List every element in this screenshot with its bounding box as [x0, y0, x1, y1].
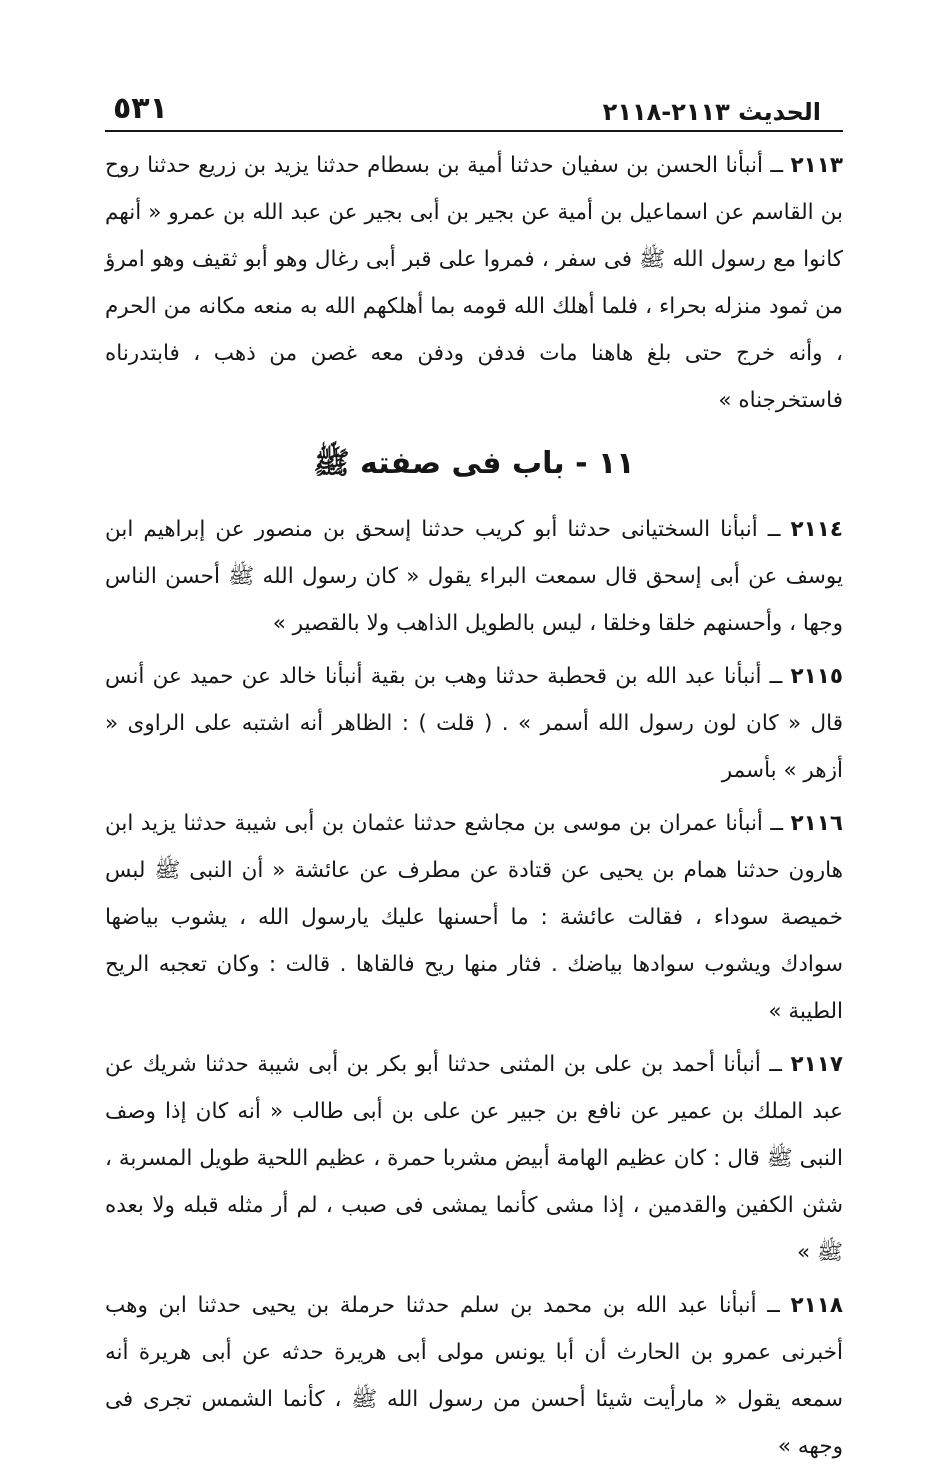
hadith-text: ــ أنبأنا الحسن بن سفيان حدثنا أمية بن بسطام حدثنا يزيد بن زريع حدثنا روح بن القاسم عن اسماعيل بن أمية عن بجير بن أبى بجير عن عبد الله بن عمرو « أنهم كانوا مع رسول الله ﷺ فى سفر ، فمروا على قبر أبى رغال وهو أبو ثقيف وهو امرؤ من ثمود منزله بحراء ، فلما أهلك الله قومه بما أهلكهم الله به منعه مكانه من الحرم ، وأنه خرج حتى بلغ هاهنا مات فدفن ودفن معه غصن من ذهب ، فابتدرناه فاستخرجناه » [105, 153, 843, 413]
hadith-number: ٢١١٧ [790, 1052, 843, 1077]
hadith-text: ــ أنبأنا السختيانى حدثنا أبو كريب حدثنا إسحق بن منصور عن إبراهيم ابن يوسف عن أبى إسحق قال سمعت البراء يقول « كان رسول الله ﷺ أحسن الناس وجها ، وأحسنهم خلقا وخلقا ، ليس بالطويل الذاهب ولا بالقصير » [105, 517, 843, 636]
hadith-2113 [105, 142, 843, 424]
hadith-2116 [105, 800, 843, 1035]
header-rule [105, 130, 843, 132]
hadith-number: ٢١١٦ [790, 811, 843, 836]
section-heading: ١١ - باب فى صفته ﷺ [313, 446, 635, 481]
hadith-text: ــ أنبأنا عبد الله بن محمد بن سلم حدثنا حرملة بن يحيى حدثنا ابن وهب أخبرنى عمرو بن الحارث أن أبا يونس مولى أبى هريرة حدثه عن أبى هريرة أنه سمعه يقول « مارأيت شيئا أحسن من رسول الله ﷺ ، كأنما الشمس تجرى فى وجهه » [105, 1293, 843, 1459]
page-number: ٥٣١ [113, 91, 168, 126]
hadith-number: ٢١١٥ [790, 664, 843, 689]
hadith-number: ٢١١٤ [790, 517, 843, 542]
hadith-text: ــ أنبأنا أحمد بن على بن المثنى حدثنا أبو بكر بن أبى شيبة حدثنا شريك عن عبد الملك بن عمير عن نافع بن جبير عن على بن أبى طالب « أنه كان إذا وصف النبى ﷺ قال : كان عظيم الهامة أبيض مشربا حمرة ، عظيم اللحية طويل المسربة ، شثن الكفين والقدمين ، إذا مشى كأنما يمشى فى صبب ، لم أر مثله قبله ولا بعده ﷺ » [105, 1052, 843, 1265]
hadith-text: ــ أنبأنا عبد الله بن قحطبة حدثنا وهب بن بقية أنبأنا خالد عن حميد عن أنس قال « كان لون رسول الله أسمر » . ( قلت ) : الظاهر أنه اشتبه على الراوى « أزهر » بأسمر [105, 664, 843, 783]
running-title: الحديث ٢١١٣-٢١١٨ [602, 98, 821, 126]
hadith-2118 [105, 1282, 843, 1470]
hadith-text: ــ أنبأنا عمران بن موسى بن مجاشع حدثنا عثمان بن أبى شيبة حدثنا يزيد ابن هارون حدثنا همام بن يحيى عن قتادة عن مطرف عن عائشة « أن النبى ﷺ لبس خميصة سوداء ، فقالت عائشة : ما أحسنها عليك يارسول الله ، يشوب بياضها سوادك ويشوب سوادها بياضك . فثار منها ريح فالقاها . قالت : وكان تعجبه الريح الطيبة » [105, 811, 843, 1024]
hadith-number: ٢١١٨ [790, 1293, 843, 1318]
hadith-2117 [105, 1041, 843, 1276]
page-header [105, 88, 843, 126]
hadith-2114 [105, 506, 843, 647]
hadith-2115 [105, 653, 843, 794]
hadith-number: ٢١١٣ [790, 153, 843, 178]
